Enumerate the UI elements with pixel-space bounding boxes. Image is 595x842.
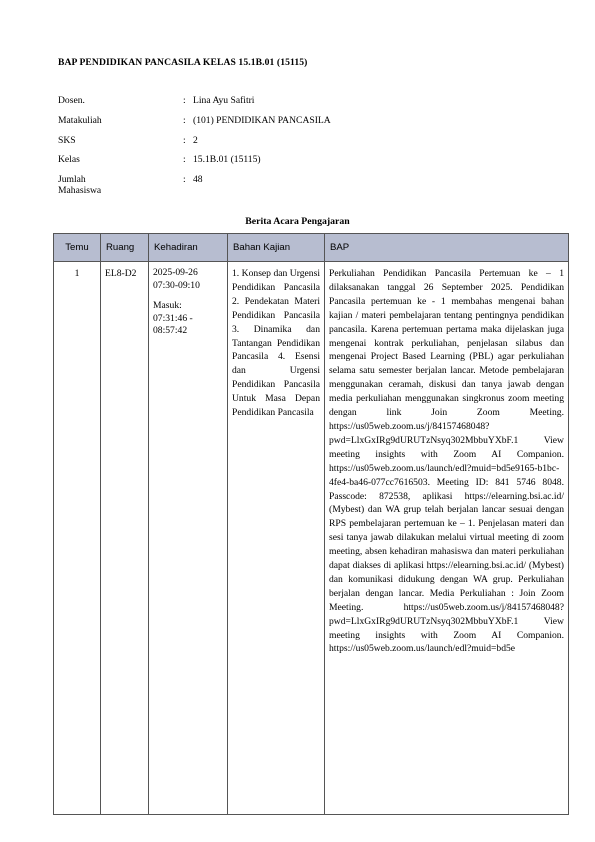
cell-kehadiran (149, 262, 228, 815)
masuk-jam: 07:31:46 - (153, 312, 193, 324)
info-key: Kelas (58, 154, 80, 166)
bap-table (53, 233, 569, 815)
jadwal-tanggal: 2025-09-26 (153, 267, 198, 278)
info-key: SKS (58, 134, 76, 146)
document-title: BAP PENDIDIKAN PANCASILA KELAS 15.1B.01 (15115) (58, 57, 308, 68)
masuk-label: Masuk: (153, 300, 182, 312)
keluar-jam: 08:57:42 (153, 325, 188, 337)
header-bahan-kajian: Bahan Kajian (228, 234, 325, 262)
header-temu: Temu (54, 234, 101, 262)
info-value: Lina Ayu Safitri (193, 95, 255, 106)
info-separator: : (183, 174, 186, 186)
info-value: 2 (193, 134, 198, 146)
cell-temu: 1 (54, 262, 101, 815)
info-value: (101) PENDIDIKAN PANCASILA (193, 114, 331, 126)
info-separator: : (183, 134, 186, 146)
info-key: Matakuliah (58, 114, 102, 126)
info-separator: : (183, 114, 186, 126)
table-header-row (54, 234, 569, 262)
info-key: Dosen. (58, 95, 85, 106)
header-kehadiran: Kehadiran (149, 234, 228, 262)
table-row (54, 262, 569, 815)
info-separator: : (183, 154, 186, 166)
section-title: Berita Acara Pengajaran (245, 216, 350, 227)
header-bap: BAP (325, 234, 569, 262)
info-key: Jumlah Mahasiswa (58, 174, 102, 197)
header-ruang: Ruang (101, 234, 149, 262)
info-value: 48 (193, 174, 203, 186)
cell-ruang: EL8-D2 (101, 262, 149, 815)
info-separator: : (183, 95, 186, 106)
cell-bap: Perkuliahan Pendidikan Pancasila Pertemuan ke – 1 dilaksanakan tanggal 26 September 2025. Pendidikan Pancasila pertemuan ke - 1 membahas mengenai bahan kajian / materi pembelajaran tentang pentingnya pendidikan pancasila. Karena pertemuan pertama maka dijelaskan juga mengenai kontrak perkuliahan, penjelasan silabus dan mengenai Project Based Learning (PBL) agar perkuliahan selama satu semester berjalan lancar. Metode pembelajaran menggunakan ceramah, diskusi dan tanya jawab dengan media perkuliahan menggunakan singkronus zoom meeting dengan link Join Zoom Meeting. https://us05web.zoom.us/j/84157468048?pwd=LlxGxIRg9dURUTzNsyq302MbbuYXbF.1 View meeting insights with Zoom AI Companion. https://us05web.zoom.us/launch/edl?muid=bd5e9165-b1bc-4fe4-ba46-077cc7616503. Meeting ID: 841 5746 8048. Passcode: 872538, aplikasi https://elearning.bsi.ac.id/ (Mybest) dan WA grup telah berjalan lancar sesuai dengan RPS pembelajaran pertemuan ke – 1. Penjelasan materi dan sesi tanya jawab dilakukan melalui virtual meeting di zoom meeting, absen kehadiran mahasiswa dan materi perkuliahan dapat diakses di aplikasi https://elearning.bsi.ac.id/ (Mybest) dan komunikasi didukung dengan WA grup. Perkuliahan berjalan dengan lancar. Media Perkuliahan : Join Zoom Meeting. https://us05web.zoom.us/j/84157468048?pwd=LlxGxIRg9dURUTzNsyq302MbbuYXbF.1 View meeting insights with Zoom AI Companion. https://us05web.zoom.us/launch/edl?muid=bd5e (325, 262, 569, 815)
jadwal-jam: 07:30-09:10 (153, 279, 200, 291)
info-value: 15.1B.01 (15115) (193, 154, 261, 166)
cell-bahan-kajian: 1. Konsep dan Urgensi Pendidikan Pancasila 2. Pendekatan Materi Pendidikan Pancasila 3. Dinamika dan Tantangan Pendidikan Pancasila 4. Esensi dan Urgensi Pendidikan Pancasila Untuk Masa Depan Pendidikan Pancasila (228, 262, 325, 815)
